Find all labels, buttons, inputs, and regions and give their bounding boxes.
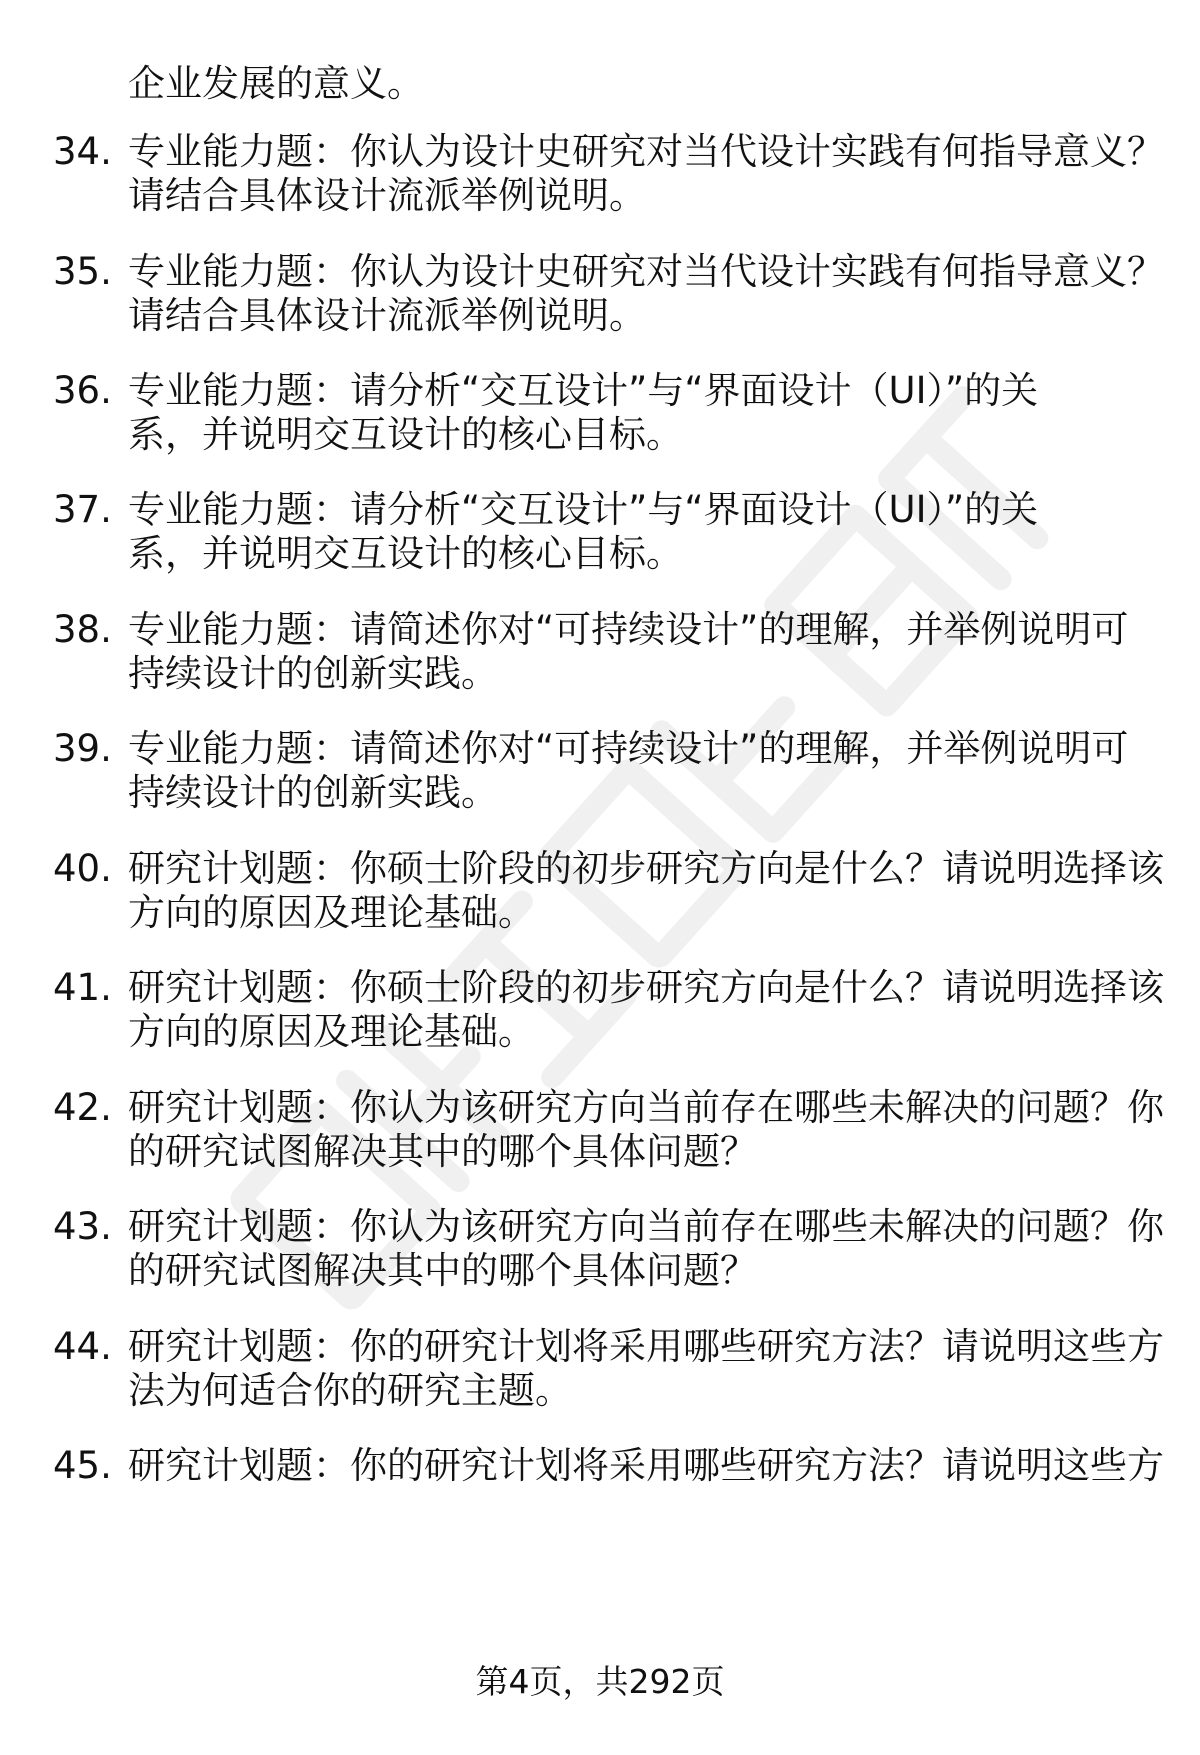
question-line: 专业能力题：你认为设计史研究对当代设计实践有何指导意义？ xyxy=(128,130,1164,173)
question-line: 专业能力题：请分析“交互设计”与“界面设计（UI）”的关 xyxy=(128,369,1039,412)
question-line: 持续设计的创新实践。 xyxy=(128,771,498,814)
question-line: 专业能力题：请简述你对“可持续设计”的理解，并举例说明可 xyxy=(128,608,1129,651)
continuation-text: 企业发展的意义。 xyxy=(128,62,424,105)
question-line: 研究计划题：你硕士阶段的初步研究方向是什么？请说明选择该 xyxy=(128,847,1164,890)
question-number: 44. xyxy=(53,1325,112,1368)
question-number: 34. xyxy=(53,130,112,173)
question-line: 请结合具体设计流派举例说明。 xyxy=(128,294,646,337)
question-number: 36. xyxy=(53,369,112,412)
question-line: 研究计划题：你硕士阶段的初步研究方向是什么？请说明选择该 xyxy=(128,966,1164,1009)
question-number: 43. xyxy=(53,1205,112,1248)
question-line: 方向的原因及理论基础。 xyxy=(128,1010,535,1053)
question-number: 45. xyxy=(53,1444,112,1487)
question-number: 41. xyxy=(53,966,112,1009)
question-number: 42. xyxy=(53,1086,112,1129)
question-line: 系，并说明交互设计的核心目标。 xyxy=(128,413,683,456)
question-number: 37. xyxy=(53,488,112,531)
question-line: 专业能力题：你认为设计史研究对当代设计实践有何指导意义？ xyxy=(128,250,1164,293)
question-line: 系，并说明交互设计的核心目标。 xyxy=(128,532,683,575)
question-line: 请结合具体设计流派举例说明。 xyxy=(128,174,646,217)
question-line: 研究计划题：你的研究计划将采用哪些研究方法？请说明这些方 xyxy=(128,1444,1164,1487)
question-number: 38. xyxy=(53,608,112,651)
page-footer: 第4页，共292页 xyxy=(475,1662,725,1701)
question-line: 专业能力题：请简述你对“可持续设计”的理解，并举例说明可 xyxy=(128,727,1129,770)
question-line: 方向的原因及理论基础。 xyxy=(128,891,535,934)
question-line: 法为何适合你的研究主题。 xyxy=(128,1369,572,1412)
question-line: 持续设计的创新实践。 xyxy=(128,652,498,695)
question-line: 的研究试图解决其中的哪个具体问题？ xyxy=(128,1249,757,1292)
question-line: 研究计划题：你认为该研究方向当前存在哪些未解决的问题？你 xyxy=(128,1086,1164,1129)
question-number: 35. xyxy=(53,250,112,293)
question-line: 的研究试图解决其中的哪个具体问题？ xyxy=(128,1130,757,1173)
question-line: 研究计划题：你认为该研究方向当前存在哪些未解决的问题？你 xyxy=(128,1205,1164,1248)
question-number: 39. xyxy=(53,727,112,770)
question-line: 研究计划题：你的研究计划将采用哪些研究方法？请说明这些方 xyxy=(128,1325,1164,1368)
question-number: 40. xyxy=(53,847,112,890)
question-line: 专业能力题：请分析“交互设计”与“界面设计（UI）”的关 xyxy=(128,488,1039,531)
